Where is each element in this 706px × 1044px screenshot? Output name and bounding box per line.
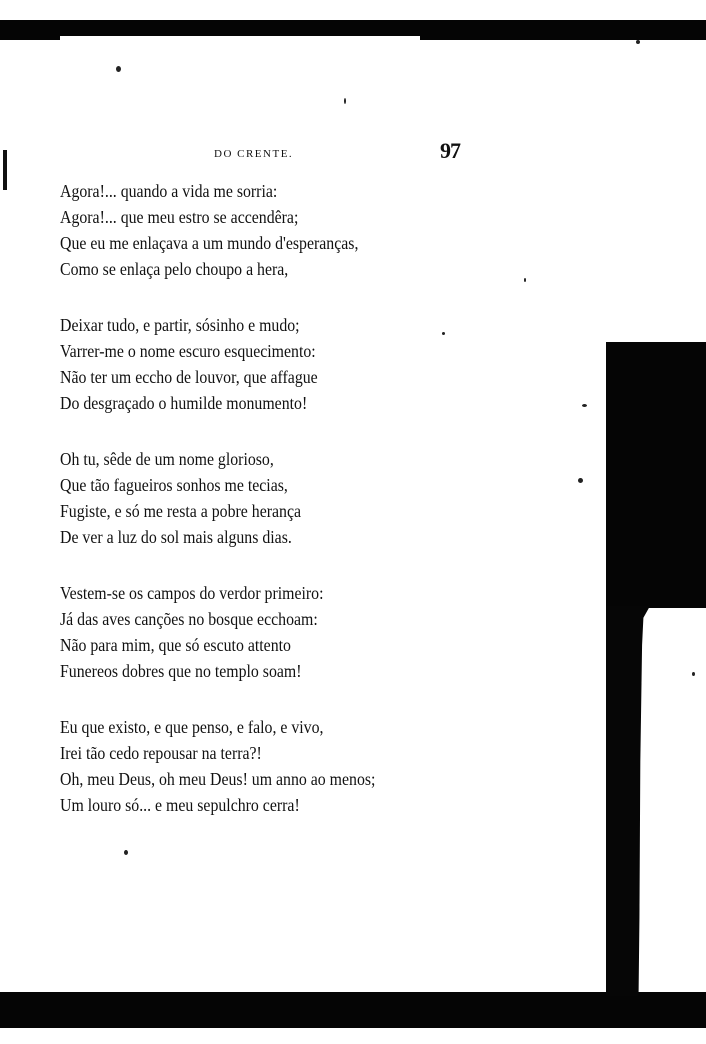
verse-line: Vestem-se os campos do verdor primeiro: bbox=[60, 583, 324, 603]
verse-line: Não para mim, que só escuto attento bbox=[60, 635, 291, 655]
verse-line: Como se enlaça pelo choupo a hera, bbox=[60, 259, 289, 279]
ink-speck bbox=[636, 40, 640, 44]
verse-line: Do desgraçado o humilde monumento! bbox=[60, 393, 308, 413]
verse-line: Oh, meu Deus, oh meu Deus! um anno ao menos; bbox=[60, 769, 376, 789]
poem-body bbox=[60, 178, 500, 818]
verse-line: Fugiste, e só me resta a pobre herança bbox=[60, 501, 302, 521]
stanza bbox=[60, 178, 500, 282]
stanza bbox=[60, 580, 500, 684]
ink-speck bbox=[578, 478, 583, 483]
page-number: 97 bbox=[440, 138, 460, 163]
verse-line: Não ter um eccho de louvor, que affague bbox=[60, 367, 318, 387]
ink-speck bbox=[524, 278, 526, 282]
ink-speck bbox=[582, 404, 587, 407]
scan-border-top-highlight bbox=[60, 36, 420, 40]
stanza bbox=[60, 312, 500, 416]
verse-line: Agora!... quando a vida me sorria: bbox=[60, 181, 278, 201]
verse-line: De ver a luz do sol mais alguns dias. bbox=[60, 527, 292, 547]
verse-line: Eu que existo, e que penso, e falo, e vivo, bbox=[60, 717, 324, 737]
verse-line: Irei tão cedo repousar na terra?! bbox=[60, 743, 262, 763]
ink-speck bbox=[116, 66, 121, 72]
scan-shadow-right bbox=[606, 342, 706, 608]
stanza bbox=[60, 446, 500, 550]
scan-page-edge-right bbox=[606, 606, 650, 996]
running-head bbox=[0, 138, 706, 166]
scan-border-bottom bbox=[0, 992, 706, 1028]
stanza bbox=[60, 714, 500, 818]
verse-line: Deixar tudo, e partir, sósinho e mudo; bbox=[60, 315, 300, 335]
ink-speck bbox=[692, 672, 695, 676]
verse-line: Oh tu, sêde de um nome glorioso, bbox=[60, 449, 274, 469]
ink-speck bbox=[124, 850, 128, 855]
ink-speck bbox=[344, 98, 346, 104]
running-title: DO CRENTE. bbox=[214, 148, 294, 160]
verse-line: Um louro só... e meu sepulchro cerra! bbox=[60, 795, 300, 815]
verse-line: Funereos dobres que no templo soam! bbox=[60, 661, 302, 681]
verse-line: Varrer-me o nome escuro esquecimento: bbox=[60, 341, 316, 361]
verse-line: Que tão fagueiros sonhos me tecias, bbox=[60, 475, 288, 495]
verse-line: Já das aves canções no bosque ecchoam: bbox=[60, 609, 318, 629]
verse-line: Agora!... que meu estro se accendêra; bbox=[60, 207, 299, 227]
verse-line: Que eu me enlaçava a um mundo d'esperanças, bbox=[60, 233, 359, 253]
